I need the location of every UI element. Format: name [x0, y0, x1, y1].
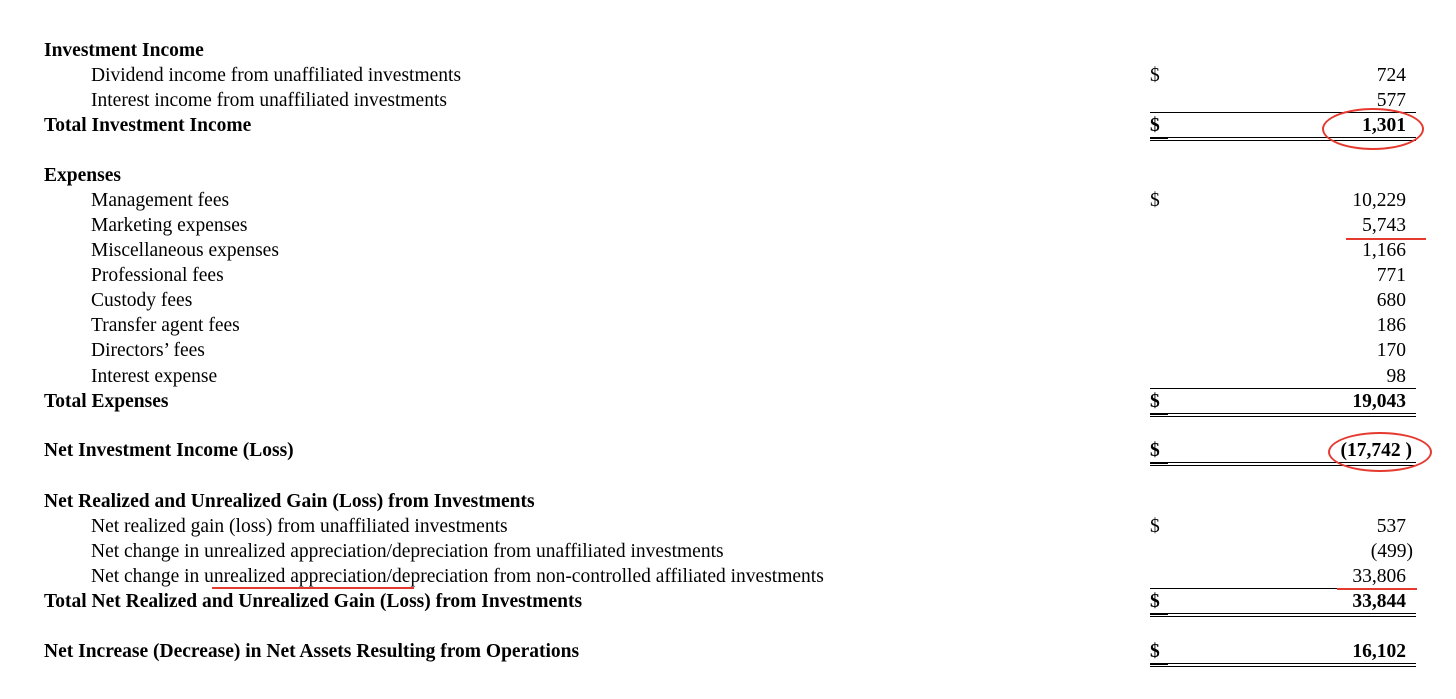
line-item-amount: 771: [1376, 265, 1406, 286]
total-expenses-row: [0, 389, 1456, 414]
line-item-label: [91, 564, 824, 589]
line-item-management-fees: [0, 188, 1456, 213]
line-item-amount: 33,806: [1352, 566, 1406, 587]
line-item-unrealized-affiliated: [0, 564, 1456, 589]
annotation-underline-33806: [1337, 588, 1417, 590]
line-item-amount: 577: [1376, 90, 1406, 111]
line-item-label: Directors’ fees: [91, 340, 205, 361]
line-item-interest-income: [0, 88, 1456, 113]
line-item-amount: 98: [1386, 366, 1406, 387]
line-item-label: Net change in unrealized appreciation/depreciation from unaffiliated investments: [91, 541, 724, 562]
section-header-gains: [0, 489, 1456, 514]
line-item-label: Management fees: [91, 190, 230, 211]
section-header-expenses: [0, 163, 1456, 188]
line-item-label: Miscellaneous expenses: [91, 240, 279, 261]
net-increase-row: [0, 639, 1456, 664]
total-double-rule: [1150, 413, 1416, 417]
total-label: Total Net Realized and Unrealized Gain (Loss) from Investments: [44, 591, 583, 612]
total-double-rule: [1150, 663, 1416, 667]
line-item-interest-expense: [0, 364, 1456, 389]
line-item-amount: 724: [1376, 65, 1406, 86]
line-item-professional-fees: [0, 263, 1456, 288]
annotation-circle-total-investment-income: [1322, 108, 1424, 150]
currency-symbol: $: [1150, 589, 1168, 615]
total-label: Net Investment Income (Loss): [44, 440, 294, 461]
line-item-transfer-agent-fees: [0, 313, 1456, 338]
line-item-custody-fees: [0, 288, 1456, 313]
line-item-label: Professional fees: [91, 265, 224, 286]
line-item-directors-fees: [0, 338, 1456, 363]
line-item-label: Net realized gain (loss) from unaffiliated investments: [91, 516, 508, 537]
line-item-label: Custody fees: [91, 290, 193, 311]
currency-symbol: $: [1150, 190, 1160, 211]
line-item-marketing-expenses: [0, 213, 1456, 238]
section-header-label: Expenses: [44, 165, 121, 186]
line-item-amount: 680: [1376, 290, 1406, 311]
total-amount: 19,043: [1352, 391, 1406, 412]
annotation-underline-unrealized-appreciation: [212, 587, 414, 589]
currency-symbol: $: [1150, 389, 1168, 415]
section-header-label: Investment Income: [44, 40, 204, 61]
line-item-amount: 1,166: [1362, 240, 1406, 261]
currency-symbol: $: [1150, 438, 1168, 464]
currency-symbol: $: [1150, 639, 1168, 665]
total-label: Total Expenses: [44, 391, 169, 412]
label-suffix: /depreciation from non-controlled affiliated investments: [386, 566, 824, 587]
total-gains-row: [0, 589, 1456, 614]
total-investment-income-row: [0, 113, 1456, 138]
total-double-rule: [1150, 613, 1416, 617]
line-item-label: Marketing expenses: [91, 215, 248, 236]
total-amount: 33,844: [1352, 591, 1406, 612]
line-item-amount: (499): [1370, 541, 1413, 562]
line-item-amount: 186: [1376, 315, 1406, 336]
line-item-amount: 537: [1376, 516, 1406, 537]
section-header-label: Net Realized and Unrealized Gain (Loss) from Investments: [44, 491, 535, 512]
line-item-amount: 170: [1376, 340, 1406, 361]
line-item-net-realized-gain: [0, 514, 1456, 539]
line-item-miscellaneous-expenses: [0, 238, 1456, 263]
line-item-label: Dividend income from unaffiliated investments: [91, 65, 462, 86]
line-item-amount: 5,743: [1362, 215, 1406, 236]
annotation-underline-marketing: [1346, 238, 1426, 240]
net-investment-income-row: [0, 438, 1456, 463]
line-item-dividend-income: [0, 63, 1456, 88]
line-item-unrealized-unaffiliated: [0, 539, 1456, 564]
currency-symbol: $: [1150, 516, 1160, 537]
annotation-circle-net-investment-income: [1328, 432, 1432, 472]
currency-symbol: $: [1150, 113, 1168, 139]
line-item-label: Interest income from unaffiliated investments: [91, 90, 447, 111]
line-item-label: Transfer agent fees: [91, 315, 240, 336]
total-label: Total Investment Income: [44, 115, 252, 136]
total-amount: (17,742 ): [1340, 440, 1412, 461]
line-item-label: Interest expense: [91, 366, 218, 387]
label-highlight: unrealized appreciation: [204, 566, 387, 587]
line-item-amount: 10,229: [1352, 190, 1406, 211]
total-amount: 1,301: [1362, 115, 1406, 136]
currency-symbol: $: [1150, 65, 1160, 86]
total-label: Net Increase (Decrease) in Net Assets Resulting from Operations: [44, 641, 580, 662]
section-header-investment-income: [0, 38, 1456, 63]
label-prefix: Net change in: [91, 566, 205, 587]
total-amount: 16,102: [1352, 641, 1406, 662]
